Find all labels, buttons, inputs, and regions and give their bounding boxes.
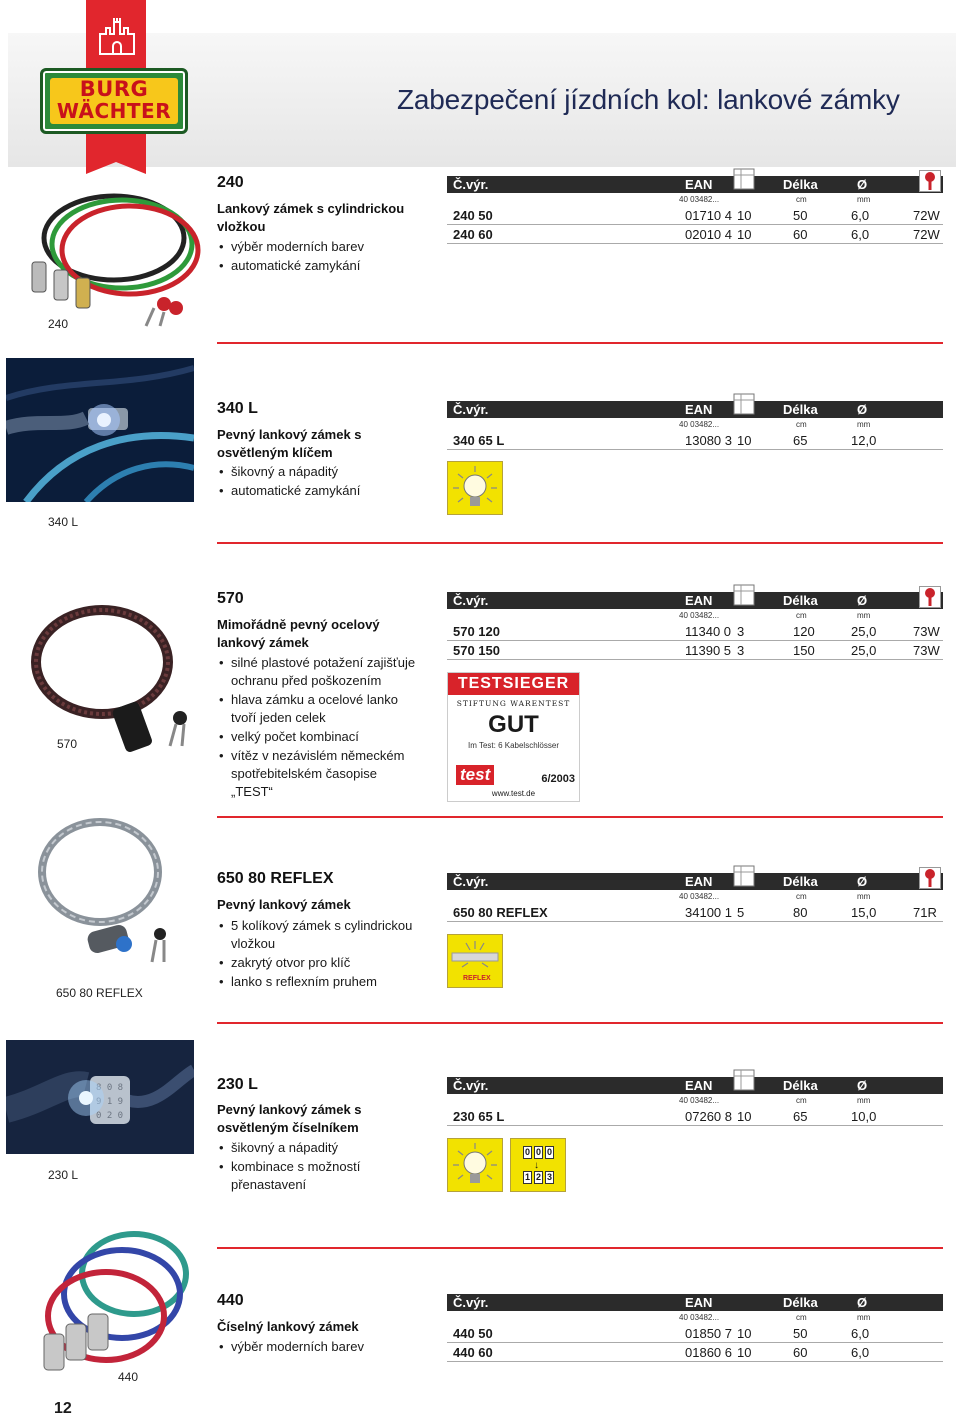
- spec-table-240: [447, 176, 943, 244]
- feature-item: • silné plastové potažení zajišťuje ochranu před poškozením: [217, 654, 422, 690]
- col-diameter: Ø: [857, 177, 868, 192]
- feature-list-570: [217, 654, 422, 802]
- unit-length: cm: [796, 420, 807, 429]
- cell-length: 50: [793, 1326, 808, 1341]
- cell-pack: 3: [737, 643, 745, 658]
- product-subtitle-650-80-reflex: Pevný lankový zámek: [217, 897, 351, 912]
- feature-item: • výběr moderních barev: [217, 238, 422, 256]
- col-length: Délka: [783, 593, 818, 608]
- brand-logo: [40, 68, 188, 134]
- combo-digit: 0: [546, 1147, 552, 1157]
- col-length: Délka: [783, 177, 818, 192]
- col-art: Č.výr.: [453, 177, 489, 192]
- arrow-down-icon: ↓: [534, 1160, 539, 1171]
- cell-ean: 11390 5: [685, 643, 732, 658]
- product-photo-340l: [6, 358, 194, 502]
- combo-digit: 0: [524, 1147, 530, 1157]
- table-header: [447, 1077, 943, 1094]
- page-number: 12: [54, 1400, 72, 1417]
- page-title: Zabezpečení jízdních kol: lankové zámky: [397, 84, 900, 115]
- table-row: [447, 206, 943, 225]
- photo-label-240: 240: [48, 317, 69, 331]
- photo-label-340l: 340 L: [48, 515, 79, 529]
- cell-length: 60: [793, 227, 808, 242]
- product-photo-440: [22, 1224, 194, 1390]
- table-row: [447, 622, 943, 641]
- product-name-230l: 230 L: [217, 1076, 258, 1093]
- cell-diameter: 25,0: [851, 624, 877, 639]
- cell-art: 340 65 L: [453, 433, 505, 448]
- col-art: Č.výr.: [453, 593, 489, 608]
- cell-art: 570 150: [453, 643, 500, 658]
- cell-art: 240 60: [453, 227, 493, 242]
- cell-ean: 02010 4: [685, 227, 732, 242]
- cell-ean: 34100 1: [685, 905, 732, 920]
- unit-length: cm: [796, 195, 807, 204]
- section-divider: [217, 342, 943, 344]
- table-row: [447, 431, 943, 450]
- castle-icon: [96, 16, 138, 56]
- cell-key: 71R: [913, 905, 937, 920]
- combo-digit: 3: [546, 1172, 552, 1182]
- combination-dial-icon: [510, 1138, 566, 1192]
- feature-item: • šikovný a nápaditý: [217, 1139, 422, 1157]
- package-box-icon: [733, 168, 755, 190]
- cell-length: 80: [793, 905, 808, 920]
- unit-ean: 40 03482...: [679, 611, 720, 620]
- col-diameter: Ø: [857, 874, 868, 889]
- feature-item: • 5 kolíkový zámek s cylindrickou vložkou: [217, 917, 422, 953]
- spec-table-440: [447, 1294, 943, 1362]
- table-header: [447, 592, 943, 609]
- col-length: Délka: [783, 1078, 818, 1093]
- light-bulb-icon: [447, 461, 503, 515]
- badge-url: www.test.de: [491, 789, 536, 798]
- cell-diameter: 15,0: [851, 905, 877, 920]
- product-photo-570: [24, 600, 194, 760]
- unit-diameter: mm: [857, 892, 871, 901]
- key-icon: [919, 586, 941, 608]
- col-ean: EAN: [685, 1078, 713, 1093]
- photo-label-230l: 230 L: [48, 1168, 79, 1182]
- cell-art: 570 120: [453, 624, 500, 639]
- feature-item: • vítěz v nezávislém německém spotřebitelském časopise „TEST“: [217, 747, 422, 801]
- key-icon: [919, 170, 941, 192]
- col-ean: EAN: [685, 874, 713, 889]
- table-header: [447, 401, 943, 418]
- feature-item: • zakrytý otvor pro klíč: [217, 954, 422, 972]
- table-row: [447, 1343, 943, 1362]
- section-divider: [217, 1022, 943, 1024]
- product-photo-240: [14, 180, 204, 330]
- col-ean: EAN: [685, 177, 713, 192]
- cell-diameter: 6,0: [851, 1345, 870, 1360]
- col-art: Č.výr.: [453, 402, 489, 417]
- col-length: Délka: [783, 402, 818, 417]
- col-ean: EAN: [685, 402, 713, 417]
- svg-text:0 2 0: 0 2 0: [96, 1111, 124, 1121]
- spec-table-230l: [447, 1077, 943, 1126]
- table-header: [447, 873, 943, 890]
- unit-diameter: mm: [857, 611, 871, 620]
- cell-art: 240 50: [453, 208, 493, 223]
- unit-diameter: mm: [857, 1096, 871, 1105]
- feature-item: • hlava zámku a ocelové lanko tvoří jeden celek: [217, 691, 422, 727]
- product-name-570: 570: [217, 590, 244, 607]
- product-name-440: 440: [217, 1292, 244, 1309]
- cell-diameter: 25,0: [851, 643, 877, 658]
- badge-testsieger: TESTSIEGER: [448, 673, 579, 695]
- cell-ean: 01850 7: [685, 1326, 732, 1341]
- feature-list-650-80-reflex: [217, 917, 422, 992]
- unit-ean: 40 03482...: [679, 1313, 720, 1322]
- unit-diameter: mm: [857, 1313, 871, 1322]
- section-divider: [217, 1247, 943, 1249]
- unit-length: cm: [796, 611, 807, 620]
- key-icon: [919, 867, 941, 889]
- product-subtitle-570: Mimořádně pevný ocelový lankový zámek: [217, 617, 380, 650]
- product-name-240: 240: [217, 174, 244, 191]
- unit-diameter: mm: [857, 195, 871, 204]
- brand-line-1: BURG: [79, 77, 149, 101]
- feature-item: • výběr moderních barev: [217, 1338, 422, 1356]
- combo-digit: 1: [524, 1172, 530, 1182]
- photo-label-440: 440: [118, 1370, 139, 1384]
- cell-length: 150: [793, 643, 815, 658]
- cell-pack: 10: [737, 1345, 752, 1360]
- cell-length: 65: [793, 433, 808, 448]
- feature-item: • velký počet kombinací: [217, 728, 422, 746]
- unit-ean: 40 03482...: [679, 1096, 720, 1105]
- photo-label-570: 570: [57, 737, 78, 751]
- cell-length: 65: [793, 1109, 808, 1124]
- svg-text:9 1 9: 9 1 9: [96, 1097, 124, 1107]
- cell-art: 440 50: [453, 1326, 493, 1341]
- table-row: [447, 225, 943, 244]
- cell-diameter: 6,0: [851, 208, 870, 223]
- cell-ean: 07260 8: [685, 1109, 732, 1124]
- cell-diameter: 12,0: [851, 433, 877, 448]
- feature-item: • automatické zamykání: [217, 257, 422, 275]
- cell-key: 72W: [913, 208, 940, 223]
- table-header: [447, 176, 943, 193]
- package-box-icon: [733, 1069, 755, 1091]
- combo-digit: 0: [535, 1147, 541, 1157]
- product-subtitle-240: Lankový zámek s cylindrickou vložkou: [217, 201, 405, 234]
- badge-note: Im Test: 6 Kabelschlösser: [467, 741, 559, 750]
- badge-test-logo: test: [456, 765, 494, 785]
- photo-label-650-80-reflex: 650 80 REFLEX: [56, 986, 143, 1000]
- table-units: [447, 890, 943, 903]
- combo-bottom-row: [523, 1171, 554, 1184]
- table-units: [447, 1311, 943, 1324]
- product-name-340l: 340 L: [217, 400, 258, 417]
- feature-list-230l: [217, 1139, 422, 1195]
- brand-line-2: WÄCHTER: [56, 99, 172, 123]
- unit-length: cm: [796, 1313, 807, 1322]
- test-winner-badge: [447, 672, 580, 802]
- col-ean: EAN: [685, 1295, 713, 1310]
- col-diameter: Ø: [857, 1295, 868, 1310]
- cell-length: 60: [793, 1345, 808, 1360]
- col-diameter: Ø: [857, 402, 868, 417]
- col-length: Délka: [783, 1295, 818, 1310]
- reflex-label: REFLEX: [463, 975, 491, 982]
- feature-list-240: [217, 238, 422, 276]
- cell-art: 650 80 REFLEX: [453, 905, 548, 920]
- col-art: Č.výr.: [453, 1295, 489, 1310]
- feature-item: • kombinace s možností přenastavení: [217, 1158, 377, 1194]
- spec-table-340l: [447, 401, 943, 450]
- col-art: Č.výr.: [453, 874, 489, 889]
- cell-pack: 10: [737, 1109, 752, 1124]
- cell-ean: 01860 6: [685, 1345, 732, 1360]
- cell-art: 440 60: [453, 1345, 493, 1360]
- product-photo-650-80-reflex: [34, 816, 194, 976]
- table-row: [447, 1107, 943, 1126]
- spec-table-650-80-reflex: [447, 873, 943, 922]
- cell-art: 230 65 L: [453, 1109, 505, 1124]
- col-ean: EAN: [685, 593, 713, 608]
- cell-diameter: 6,0: [851, 1326, 870, 1341]
- combo-digit: 2: [535, 1172, 541, 1182]
- cell-ean: 13080 3: [685, 433, 732, 448]
- product-subtitle-230l: Pevný lankový zámek s osvětleným číselníkem: [217, 1102, 362, 1135]
- cell-ean: 01710 4: [685, 208, 732, 223]
- feature-list-440: [217, 1338, 422, 1357]
- section-divider: [217, 816, 943, 818]
- package-box-icon: [733, 393, 755, 415]
- product-photo-230l: [6, 1040, 194, 1154]
- product-subtitle-440: Číselný lankový zámek: [217, 1319, 359, 1334]
- feature-list-340l: [217, 463, 422, 501]
- combo-top-row: [523, 1146, 554, 1159]
- reflex-icon: [447, 934, 503, 988]
- unit-ean: 40 03482...: [679, 892, 720, 901]
- product-name-650-80-reflex: 650 80 REFLEX: [217, 870, 334, 887]
- unit-ean: 40 03482...: [679, 420, 720, 429]
- spec-table-570: [447, 592, 943, 660]
- unit-ean: 40 03482...: [679, 195, 720, 204]
- unit-length: cm: [796, 892, 807, 901]
- col-diameter: Ø: [857, 1078, 868, 1093]
- cell-pack: 10: [737, 227, 752, 242]
- badge-grade: GUT: [488, 711, 539, 738]
- table-units: [447, 418, 943, 431]
- cell-pack: 5: [737, 905, 745, 920]
- feature-item: • lanko s reflexním pruhem: [217, 973, 422, 991]
- cell-pack: 10: [737, 208, 752, 223]
- table-row: [447, 903, 943, 922]
- cell-diameter: 10,0: [851, 1109, 877, 1124]
- unit-length: cm: [796, 1096, 807, 1105]
- cell-ean: 11340 0: [685, 624, 732, 639]
- cell-pack: 10: [737, 433, 752, 448]
- table-units: [447, 1094, 943, 1107]
- col-diameter: Ø: [857, 593, 868, 608]
- table-units: [447, 609, 943, 622]
- col-length: Délka: [783, 874, 818, 889]
- package-box-icon: [733, 584, 755, 606]
- cell-pack: 10: [737, 1326, 752, 1341]
- cell-key: 72W: [913, 227, 940, 242]
- table-row: [447, 1324, 943, 1343]
- cell-length: 50: [793, 208, 808, 223]
- badge-date: 6/2003: [541, 773, 575, 785]
- table-header: [447, 1294, 943, 1311]
- feature-item: • šikovný a nápaditý: [217, 463, 422, 481]
- section-divider: [217, 542, 943, 544]
- table-units: [447, 193, 943, 206]
- product-subtitle-340l: Pevný lankový zámek s osvětleným klíčem: [217, 427, 362, 460]
- col-art: Č.výr.: [453, 1078, 489, 1093]
- light-bulb-icon: [447, 1138, 503, 1192]
- cell-length: 120: [793, 624, 815, 639]
- cell-diameter: 6,0: [851, 227, 870, 242]
- package-box-icon: [733, 865, 755, 887]
- table-row: [447, 641, 943, 660]
- cell-pack: 3: [737, 624, 745, 639]
- cell-key: 73W: [913, 624, 940, 639]
- svg-text:8 0 8: 8 0 8: [96, 1083, 124, 1093]
- badge-warentest: STIFTUNG WARENTEST: [456, 699, 571, 708]
- cell-key: 73W: [913, 643, 940, 658]
- feature-item: • automatické zamykání: [217, 482, 422, 500]
- unit-diameter: mm: [857, 420, 871, 429]
